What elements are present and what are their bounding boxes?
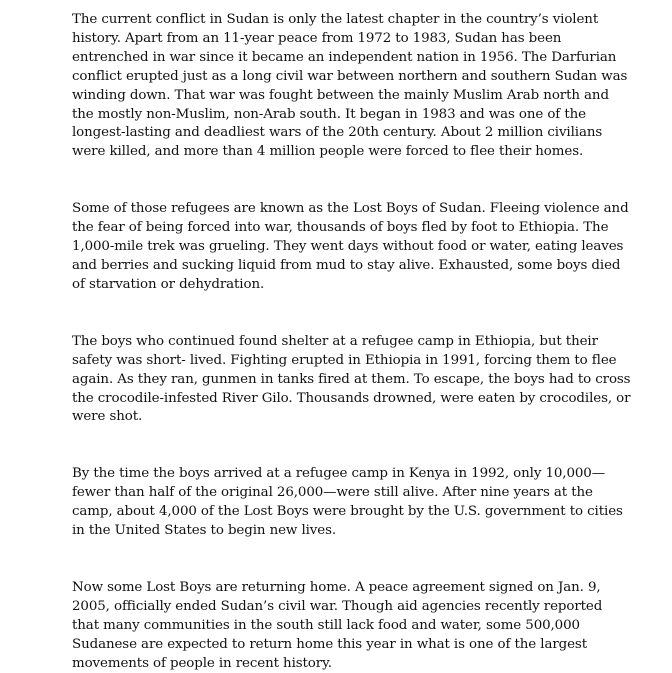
paragraph-lost-boys-flight: Some of those refugees are known as the Lost Boys of Sudan. Fleeing violence and the fear of being forced into war, thousands of boys fled by foot to Ethiopia. The 1,000-mile trek was grueling. They went days without food or water, eating leaves and berries and sucking liquid from mud to stay alive. Exhausted, some boys died of starvation or dehydration.	[72, 201, 629, 292]
paragraph-kenya-camp: By the time the boys arrived at a refugee camp in Kenya in 1992, only 10,000—fewer than half of the original 26,000—were still alive. After nine years at the camp, about 4,000 of the Lost Boys were brought by the U.S. government to cities in the United States to begin new lives.	[72, 466, 623, 539]
paragraph-ethiopia-camp: The boys who continued found shelter at a refugee camp in Ethiopia, but their safety was short- lived. Fighting erupted in Ethiopia in 1991, forcing them to flee again. As they ran, gunmen in tanks fired at them. To escape, the boys had to cross the crocodile-infested River Gilo. Thousands drowned, were eaten by crocodiles, or were shot.	[72, 333, 631, 425]
paragraph-sudan-conflict-history: The current conflict in Sudan is only the latest chapter in the country’s violent history. Apart from an 11-year peace from 1972 to 1983, Sudan has been entrenched in war since it became an independent nation in 1956. The Darfurian conflict erupted just as a long civil war between northern and southern Sudan was winding down. That war was fought between the mainly Muslim Arab north and the mostly non-Muslim, non-Arab south. It began in 1983 and was one of the longest-lasting and deadliest wars of the 20th century. About 2 million civilians were killed, and more than 4 million people were forced to flee their homes.	[72, 12, 628, 160]
document-body	[72, 11, 632, 673]
paragraph-returning-home: Now some Lost Boys are returning home. A peace agreement signed on Jan. 9, 2005, officially ended Sudan’s civil war. Though aid agencies recently reported that many communities in the south still lack food and water, some 500,000 Sudanese are expected to return home this year in what is one of the largest movements of people in recent history.	[72, 579, 603, 671]
